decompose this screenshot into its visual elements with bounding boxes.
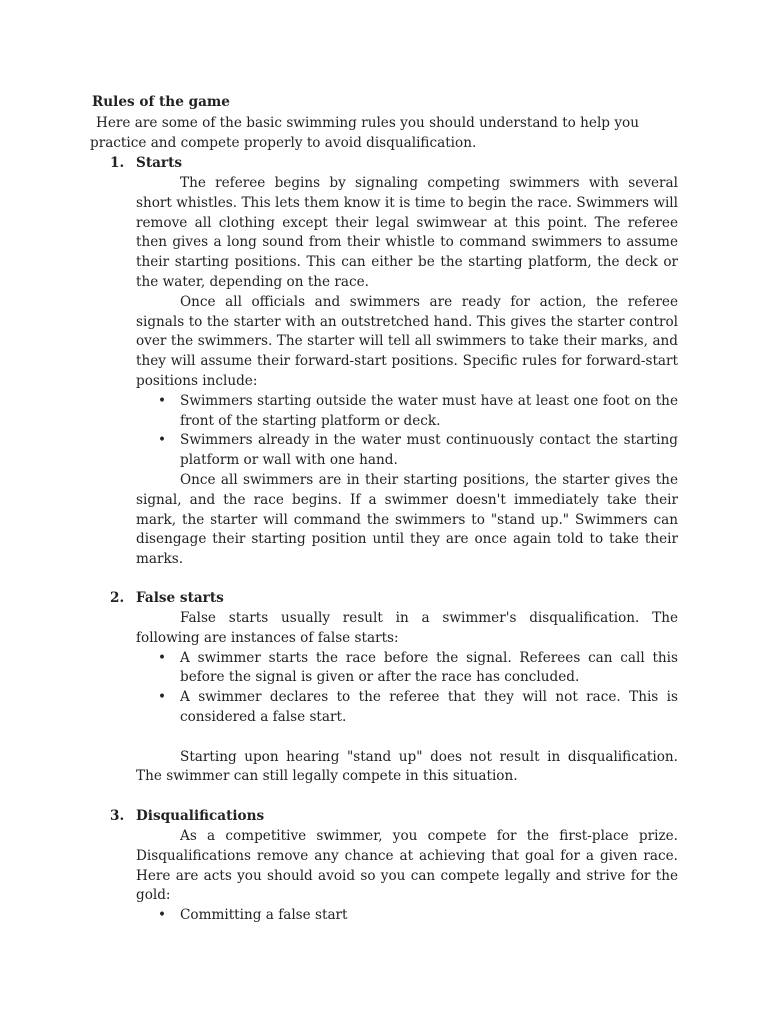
paragraph: As a competitive swimmer, you compete for the first-place prize. Disqualifications remove any chance at achieving that goal for a given race. Here are acts you should avoid so you can compete legally and strive for the gold:	[136, 828, 678, 904]
list-item: • Swimmers already in the water must continuously contact the starting platform or wall with one hand.	[158, 432, 678, 469]
section-number: 2.	[110, 590, 125, 606]
paragraph: Once all officials and swimmers are ready for action, the referee signals to the starter with an outstretched hand. This gives the starter control over the swimmers. The starter will tell all swimmers to take their marks, and they will assume their forward-start positions. Specific rules for forward-start positions include:	[136, 293, 678, 389]
section-number: 1.	[110, 155, 125, 171]
section-title: False starts	[136, 590, 224, 606]
bullet-list	[136, 392, 678, 471]
section-body-starts	[136, 174, 678, 570]
section-body-disqualifications	[136, 827, 678, 926]
bullet-icon: •	[158, 392, 167, 409]
intro-paragraph: Here are some of the basic swimming rules you should understand to help you practice and compete properly to avoid disqualification.	[90, 115, 639, 151]
section-title: Disqualifications	[136, 808, 265, 824]
section-title: Starts	[136, 155, 182, 171]
section-heading-disqualifications	[110, 807, 264, 827]
paragraph: Starting upon hearing "stand up" does not result in disqualification. The swimmer can still legally compete in this situation.	[136, 748, 678, 785]
list-item: • A swimmer declares to the referee that they will not race. This is considered a false start.	[158, 689, 678, 725]
list-item: • A swimmer starts the race before the signal. Referees can call this before the signal is given or after the race has concluded.	[158, 649, 678, 686]
paragraph: False starts usually result in a swimmer's disqualification. The following are instances of false starts:	[136, 610, 678, 646]
section-heading-starts	[110, 154, 182, 174]
bullet-icon: •	[158, 907, 167, 924]
bullet-list	[136, 906, 678, 926]
bullet-icon: •	[158, 689, 167, 706]
bullet-icon: •	[158, 432, 167, 449]
bullet-list	[136, 649, 678, 728]
section-heading-false-starts	[110, 589, 224, 609]
paragraph: The referee begins by signaling competing swimmers with several short whistles. This lets them know it is time to begin the race. Swimmers will remove all clothing except their legal swimwear at this point. The referee then gives a long sound from their whistle to command swimmers to assume their starting positions. This can either be the starting platform, the deck or the water, depending on the race.	[136, 175, 678, 290]
page-title: Rules of the game	[92, 94, 230, 110]
section-body-false-starts	[136, 609, 678, 787]
list-item: • Committing a false start	[136, 906, 678, 926]
list-item: • Swimmers starting outside the water must have at least one foot on the front of the starting platform or deck.	[158, 392, 678, 429]
bullet-icon: •	[158, 649, 167, 666]
paragraph: Once all swimmers are in their starting positions, the starter gives the signal, and the race begins. If a swimmer doesn't immediately take their mark, the starter will command the swimmers to "stand up." Swimmers can disengage their starting position until they are once again told to take their marks.	[136, 471, 678, 568]
section-number: 3.	[110, 808, 125, 824]
